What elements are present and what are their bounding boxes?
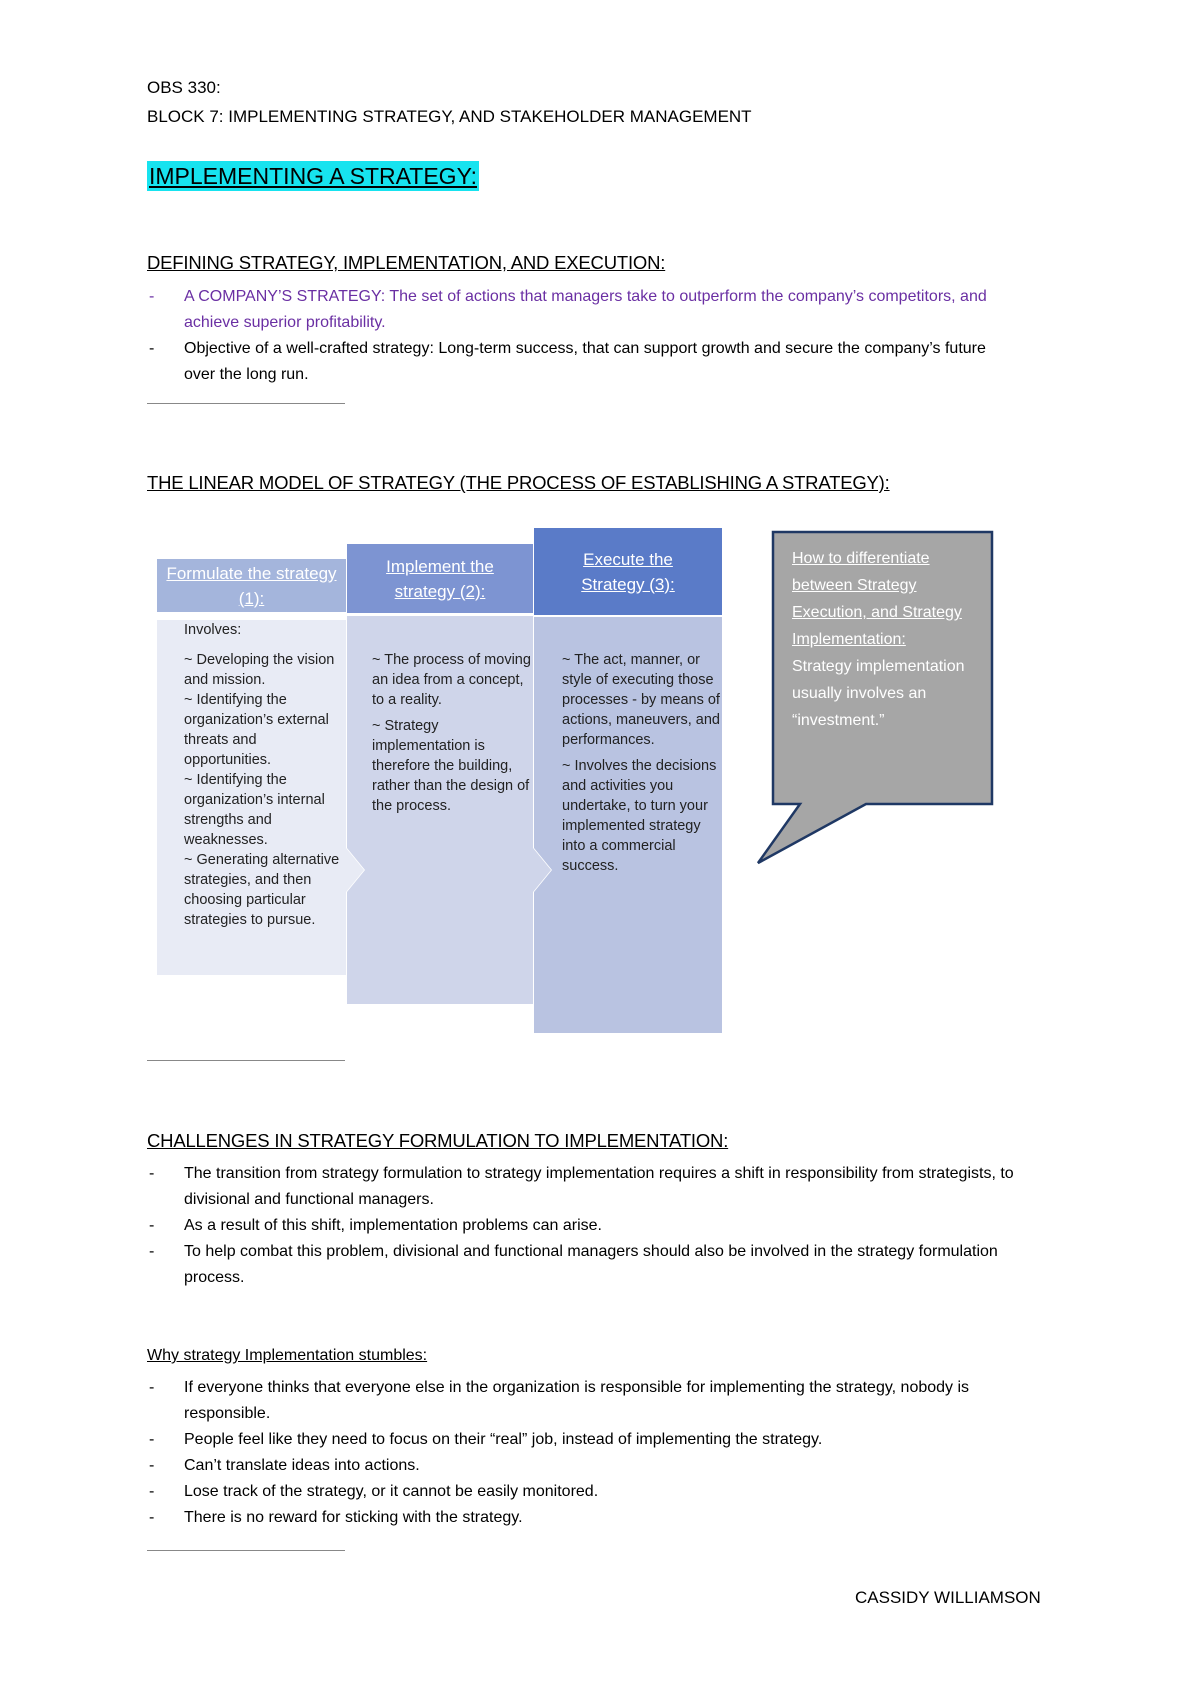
list-item: - The transition from strategy formulation to strategy implementation requires a shift in responsibility from strategists, to divisional and functional managers. [147,1161,1047,1213]
list-item: - A COMPANY’S STRATEGY: The set of actions that managers take to outperform the company’s competitors, and achieve superior profitability. [147,284,1017,336]
stumbles-list [147,1375,1037,1531]
block-title: BLOCK 7: IMPLEMENTING STRATEGY, AND STAKEHOLDER MANAGEMENT [147,107,752,126]
list-item: - Can’t translate ideas into actions. [147,1453,1037,1479]
step1-intro: Involves: [184,622,242,638]
step2-point: ~ The process of moving an idea from a concept, to a reality. [372,652,531,708]
list-item: - There is no reward for sticking with the strategy. [147,1505,1037,1531]
author-name: CASSIDY WILLIAMSON [855,1588,1041,1607]
step3-point: ~ Involves the decisions and activities you undertake, to turn your implemented strategy into a commercial success. [562,758,717,874]
step1-point: ~ Generating alternative strategies, and then choosing particular strategies to pursue. [184,852,340,928]
divider [147,1060,345,1061]
step2-point: ~ Strategy implementation is therefore the building, rather than the design of the process. [372,718,530,814]
list-item: - Lose track of the strategy, or it cannot be easily monitored. [147,1479,1037,1505]
step1-heading: Formulate the strategy (1): [166,563,337,608]
step1-point: ~ Identifying the organization’s internal strengths and weaknesses. [184,772,325,848]
list-item: - To help combat this problem, divisional and functional managers should also be involved in the strategy formulation process. [147,1239,1047,1291]
step3-body-text [562,650,720,882]
step1-point: ~ Identifying the organization’s external threats and opportunities. [184,692,329,768]
section-title-linear-model: THE LINEAR MODEL OF STRATEGY (THE PROCESS OF ESTABLISHING A STRATEGY): [147,472,890,493]
section-title-defining: DEFINING STRATEGY, IMPLEMENTATION, AND EXECUTION: [147,252,666,273]
list-item: - If everyone thinks that everyone else in the organization is responsible for implementing the strategy, nobody is responsible. [147,1375,1037,1427]
course-code: OBS 330: [147,78,221,97]
divider [147,1550,345,1551]
callout-text [792,545,992,734]
section-title-challenges: CHALLENGES IN STRATEGY FORMULATION TO IMPLEMENTATION: [147,1130,729,1151]
step1-point: ~ Developing the vision and mission. [184,652,335,688]
callout-heading: How to differentiate between Strategy Execution, and Strategy Implementation: [792,550,962,648]
challenges-list [147,1161,1047,1291]
list-item: - As a result of this shift, implementation problems can arise. [147,1213,1047,1239]
list-item: - People feel like they need to focus on their “real” job, instead of implementing the strategy. [147,1427,1037,1453]
step3-heading: Execute the Strategy (3): [581,549,675,594]
step1-body-text [184,620,344,930]
list-item: - Objective of a well-crafted strategy: Long-term success, that can support growth and secure the company’s future over the long run. [147,336,1017,388]
step2-body-text [372,650,532,822]
callout-body: Strategy implementation usually involves an “investment.” [792,658,965,729]
section-title-why-stumbles: Why strategy Implementation stumbles: [147,1347,428,1364]
step3-point: ~ The act, manner, or style of executing those processes - by means of actions, maneuvers, and performances. [562,652,720,748]
main-title: IMPLEMENTING A STRATEGY: [149,163,478,189]
step2-heading: Implement the strategy (2): [386,556,494,601]
